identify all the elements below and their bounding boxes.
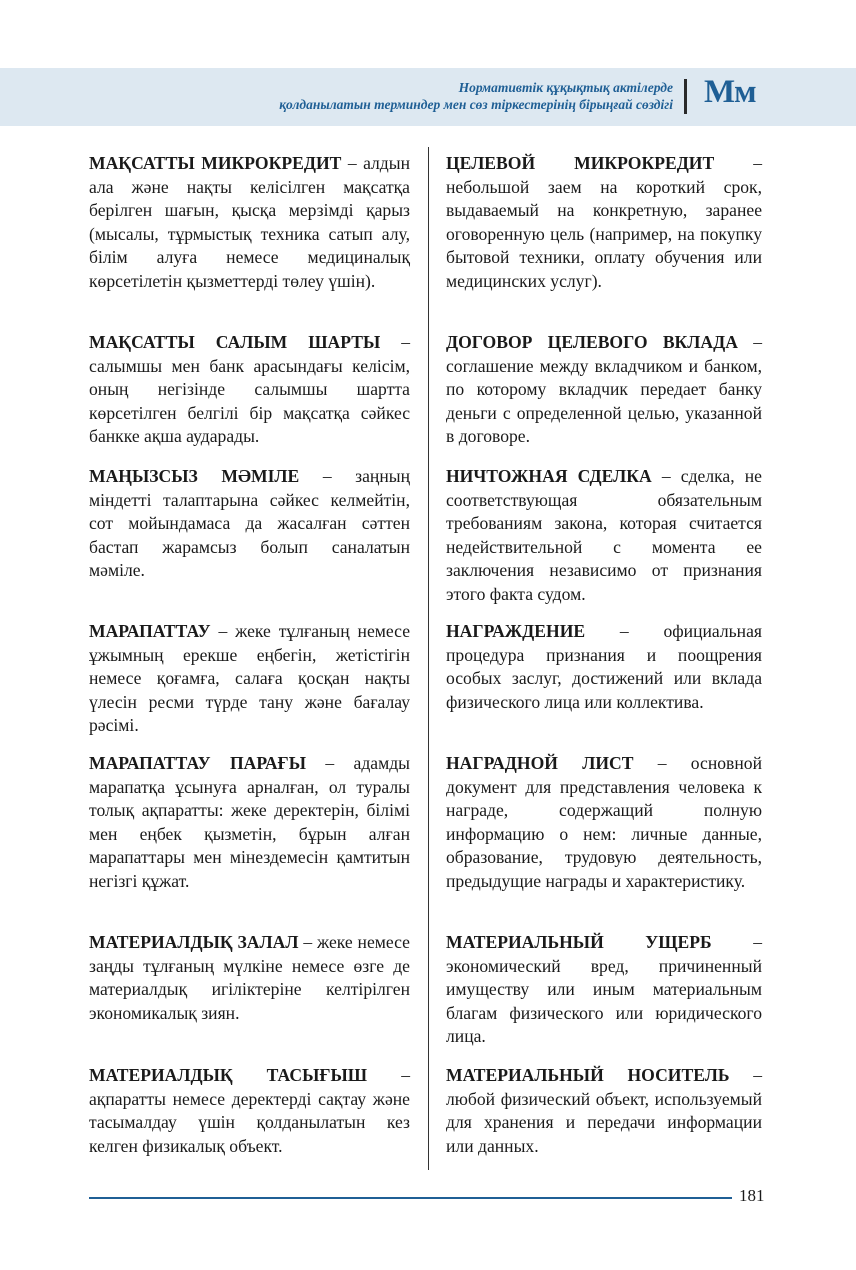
definition-kz: – адамды марапатқа ұсынуға арналған, ол туралы толық ақпаратты: жеке деректерін, білімі мен еңбек қызметін, бұрын алған марапаттары мен мінездемесін қамтитын негізгі құжат. — [89, 753, 410, 891]
definition-kz: – жеке немесе заңды тұлғаның мүлкіне немесе өзге де материалдық игіліктеріне келтірілген экономикалық зиян. — [89, 932, 410, 1023]
definition-ru: – соглашение между вкладчиком и банком, по которому вкладчик передает банку деньги с определенной целью, указанной в договоре. — [446, 332, 762, 447]
section-letter: Мм — [704, 74, 756, 110]
term-ru: НАГРАДНОЙ ЛИСТ — [446, 753, 634, 773]
term-ru: НАГРАЖДЕНИЕ — [446, 621, 586, 641]
definition-kz: – ақпаратты немесе деректерді сақтау және тасымалдау үшін қолданылатын кез келген физикалық объект. — [89, 1065, 410, 1156]
column-divider — [428, 147, 429, 1170]
definition-kz: – заңның міндетті талаптарына сәйкес келмейтін, сот мойындамаса да жасалған сәттен бастап жарамсыз болып саналатын мәміле. — [89, 466, 410, 581]
header-line-2: қолданылатын терминдер мен сөз тіркестерінің бірыңғай сөздігі — [279, 97, 673, 112]
header-line-1: Нормативтік құқықтық актілерде — [458, 80, 673, 95]
definition-kz: – салымшы мен банк арасындағы келісім, оның негізінде салымшы шартта көрсетілген белгілі бір мақсатқа сәйкес банкке ақша аударады. — [89, 332, 411, 447]
entry-ru-2 — [446, 331, 762, 449]
definition-kz: – алдын ала және нақты келісілген мақсатқа берілген шағын, қысқа мерзімді қарыз (мысалы, тұрмыстық техника сатып алу, білім алуға немесе медициналық көрсетілетін қызметтерді төлеу үшін). — [89, 153, 410, 291]
definition-kz: – жеке тұлғаның немесе ұжымның ерекше еңбегін, жетістігін немесе қоғамға, салаға қосқан нақты үлесін ресми түрде тану және бағалау рәсімі. — [89, 621, 410, 736]
definition-ru: – основной документ для представления человека к награде, содержащий полную информацию о нем: личные данные, образование, трудовую деятельность, предыдущие награды и характеристику. — [446, 753, 762, 891]
running-header — [279, 79, 673, 113]
definition-ru: – сделка, не соответствующая обязательным требованиям закона, которая считается недействительной с момента ее заключения независимо от признания этого факта судом. — [446, 466, 762, 604]
term-ru: МАТЕРИАЛЬНЫЙ УЩЕРБ — [446, 932, 712, 952]
entry-ru-5 — [446, 752, 762, 894]
term-kz: МАҢЫЗСЫЗ МӘМІЛЕ — [89, 466, 300, 486]
term-kz: МАТЕРИАЛДЫҚ ЗАЛАЛ — [89, 932, 299, 952]
definition-ru: – любой физический объект, используемый для хранения и передачи информации или данных. — [446, 1065, 762, 1156]
entry-kz-5 — [89, 752, 410, 894]
entry-ru-1 — [446, 152, 762, 294]
entry-kz-6 — [89, 931, 410, 1025]
definition-ru: – официальная процедура признания и поощрения особых заслуг, достижений или вклада физического лица или коллектива. — [446, 621, 762, 712]
entry-kz-7 — [89, 1064, 410, 1158]
term-kz: МАҚСАТТЫ САЛЫМ ШАРТЫ — [89, 332, 381, 352]
footer-rule — [89, 1197, 732, 1199]
term-ru: МАТЕРИАЛЬНЫЙ НОСИТЕЛЬ — [446, 1065, 730, 1085]
term-ru: ДОГОВОР ЦЕЛЕВОГО ВКЛАДА — [446, 332, 738, 352]
entry-kz-3 — [89, 465, 410, 583]
entry-ru-4 — [446, 620, 762, 714]
entry-ru-7 — [446, 1064, 762, 1158]
entry-ru-3 — [446, 465, 762, 607]
entry-kz-4 — [89, 620, 410, 738]
term-kz: МАТЕРИАЛДЫҚ ТАСЫҒЫШ — [89, 1065, 368, 1085]
page-number: 181 — [739, 1186, 765, 1205]
definition-ru: – экономический вред, причиненный имуществу или иным материальным благам физического или юридического лица. — [446, 932, 762, 1047]
term-kz: МАРАПАТТАУ ПАРАҒЫ — [89, 753, 306, 773]
term-ru: ЦЕЛЕВОЙ МИКРОКРЕДИТ — [446, 153, 715, 173]
entry-ru-6 — [446, 931, 762, 1049]
entry-kz-2 — [89, 331, 410, 449]
term-kz: МАРАПАТТАУ — [89, 621, 211, 641]
term-kz: МАҚСАТТЫ МИКРОКРЕДИТ — [89, 153, 342, 173]
header-separator — [684, 79, 687, 114]
definition-ru: – небольшой заем на короткий срок, выдаваемый на конкретную, заранее оговоренную цель (например, на покупку бытовой техники, оплату обучения или медицинских услуг). — [446, 153, 762, 291]
term-ru: НИЧТОЖНАЯ СДЕЛКА — [446, 466, 652, 486]
entry-kz-1 — [89, 152, 410, 294]
